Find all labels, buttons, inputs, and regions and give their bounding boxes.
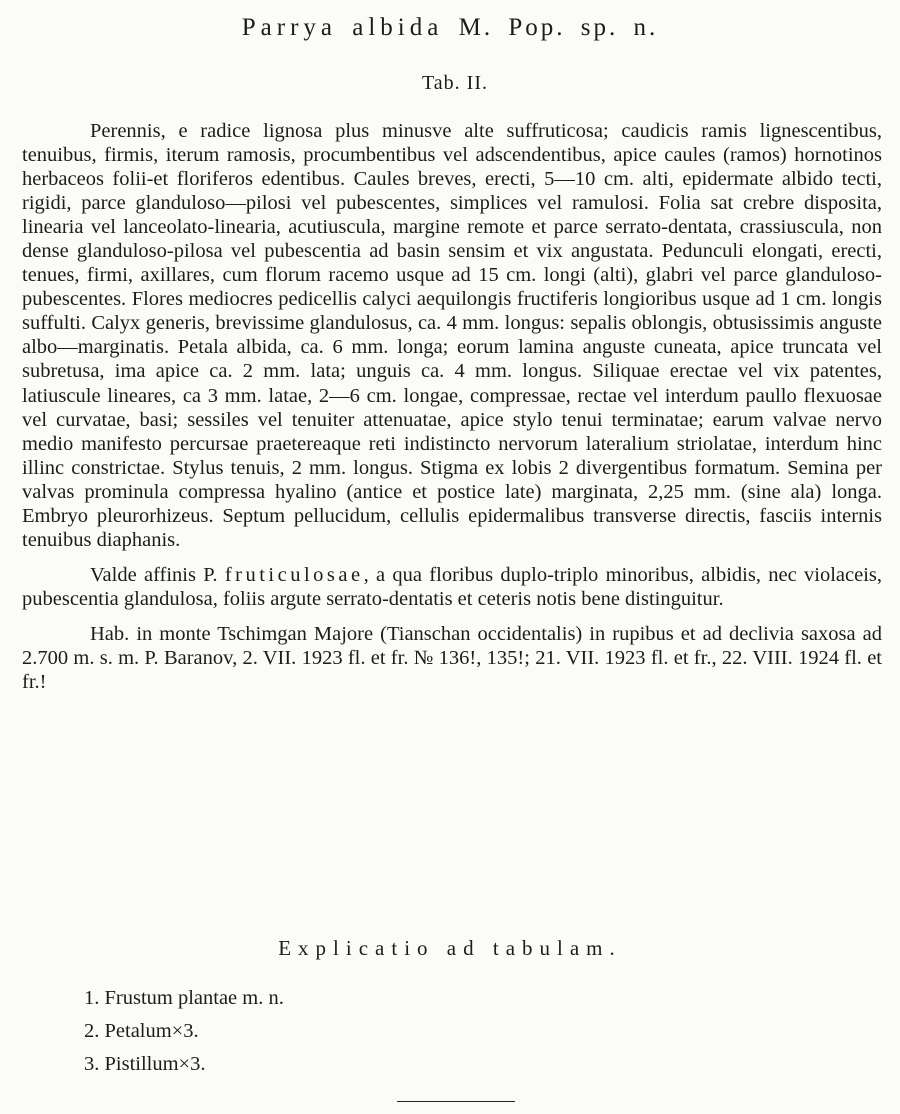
affinity-rest: , a qua floribus duplo-triplo minoribus, albidis, nec violaceis, pubescentia glandulosa, foliis argute serrato-dentatis et ceteris notis bene distinguitur. [22, 563, 882, 610]
affinity-lead: Valde affinis P. [90, 563, 225, 586]
genus-name: Parrya [241, 14, 338, 41]
species-epithet: albida [352, 14, 444, 41]
closing-rule [397, 1101, 515, 1102]
description-paragraph: Perennis, e radice lignosa plus minusve alte suffruticosa; caudicis ramis lignescentibus, tenuibus, firmis, iterum ramosis, procumbentibus vel adscendentibus, apice caules (ramos) hornotinos herbaceos folii-et floriferos edentibus. Caules breves, erecti, 5—10 cm. alti, epidermate albido tecti, rigidi, parce glanduloso—pilosi vel pubescentes, simplices vel ramulosi. Folia sat crebre disposita, linearia vel lanceolato-linearia, acutiuscula, margine remote et parce serrato-dentata, crassiuscula, non dense glanduloso-pilosa vel pubescentia ad basin sensim et vix angustata. Pedunculi elongati, erecti, tenues, firmi, axillares, cum florum racemo usque ad 15 cm. longi (alti), glabri vel parce glanduloso-pubescentes. Flores mediocres pedicellis calyci aequilongis fructiferis longioribus usque ad 1 cm. longis suffulti. Calyx generis, brevissime glandulosus, ca. 4 mm. longus: sepalis oblongis, obtusissimis anguste albo—marginatis. Petala albida, ca. 6 mm. longa; eorum lamina anguste cuneata, apice truncata vel subretusa, ima apice ca. 2 mm. lata; unguis ca. 4 mm. longus. Siliquae erectae vel vix patentes, latiuscule lineares, ca 3 mm. latae, 2—6 cm. longae, compressae, rectae vel interdum paullo flexuosae vel curvatae, basi; sessiles vel tenuiter attenuatae, apice stylo tenui terminatae; earum valvae nervo medio manifesto percursae praetereaque reti indistincto nervorum lateralium striolatae, interdum hinc illinc constrictae. Stylus tenuis, 2 mm. longus. Stigma ex lobis 2 divergentibus formatum. Semina per valvas prominula compressa hyalino (antice et postice late) marginata, 2,25 mm. (sine ala) longa. Embryo pleurorhizeus. Septum pellucidum, cellulis epidermalibus transverse directis, fasciis internis tenuibus diaphanis. [22, 120, 882, 551]
affinity-paragraph [22, 563, 882, 611]
author-citation: M. Pop. [458, 14, 566, 41]
legend-item: 2. Petalum×3. [84, 1020, 199, 1042]
nomenclatural-status: sp. n. [580, 14, 659, 41]
article-body [22, 119, 882, 694]
compared-species: fruticulosae [224, 563, 364, 586]
habitat-paragraph: Hab. in monte Tschimgan Majore (Tianschan occidentalis) in rupibus et ad declivia saxosa ad 2.700 m. s. m. P. Baranov, 2. VII. 1923 fl. et fr. № 136!, 135!; 21. VII. 1923 fl. et fr., 22. VIII. 1924 fl. et fr.! [22, 622, 882, 694]
legend-item: 3. Pistillum×3. [84, 1053, 206, 1075]
plate-legend [84, 986, 284, 1085]
plate-reference: Tab. II. [421, 72, 489, 94]
species-title [0, 14, 900, 42]
explicatio-heading: Explicatio ad tabulam. [278, 936, 622, 960]
legend-item: 1. Frustum plantae m. n. [84, 987, 284, 1009]
